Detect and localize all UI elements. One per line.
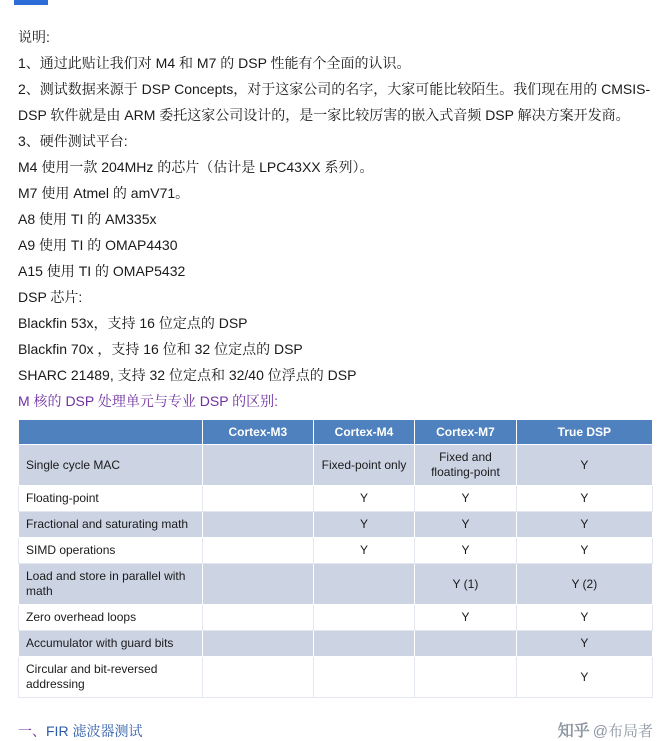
table-cell — [202, 564, 313, 605]
table-row — [19, 445, 653, 486]
table-cell — [313, 657, 414, 698]
table-cell — [202, 538, 313, 564]
feature-cell: Accumulator with guard bits — [19, 631, 203, 657]
column-header-cortex-m7: Cortex-M7 — [415, 420, 516, 445]
table-cell — [415, 657, 516, 698]
column-header-feature — [19, 420, 203, 445]
table-cell: Y — [516, 657, 652, 698]
table-row — [19, 657, 653, 698]
dsp-comparison-table — [18, 419, 653, 698]
table-cell — [313, 605, 414, 631]
feature-cell: Single cycle MAC — [19, 445, 203, 486]
feature-cell: SIMD operations — [19, 538, 203, 564]
table-row — [19, 564, 653, 605]
intro-line: SHARC 21489, 支持 32 位定点和 32/40 位浮点的 DSP — [18, 367, 357, 383]
table-cell: Fixed-point only — [313, 445, 414, 486]
table-cell — [415, 631, 516, 657]
table-cell — [202, 512, 313, 538]
table-cell: Y — [516, 486, 652, 512]
watermark-author: @布局者 — [592, 723, 653, 740]
table-cell: Y (2) — [516, 564, 652, 605]
table-cell: Y — [313, 538, 414, 564]
intro-title: 说明: — [18, 29, 50, 45]
table-cell: Y — [415, 512, 516, 538]
table-cell: Y — [516, 605, 652, 631]
table-row — [19, 486, 653, 512]
table-cell: Y — [516, 512, 652, 538]
table-cell: Y — [516, 538, 652, 564]
table-cell: Fixed and floating-point — [415, 445, 516, 486]
intro-line: 2、测试数据来源于 DSP Concepts，对于这家公司的名字，大家可能比较陌生。我们现在用的 CMSIS-DSP 软件就是由 ARM 委托这家公司设计的，是一家比较厉害的嵌入式音频 DSP 解决方案开发商。 — [18, 81, 651, 123]
table-cell: Y — [415, 538, 516, 564]
table-row — [19, 631, 653, 657]
table-cell — [202, 486, 313, 512]
table-cell — [202, 631, 313, 657]
feature-cell: Fractional and saturating math — [19, 512, 203, 538]
watermark — [558, 718, 653, 741]
table-cell: Y — [415, 486, 516, 512]
section-heading-fir — [18, 721, 142, 741]
intro-line: Blackfin 70x ，支持 16 位和 32 位定点的 DSP — [18, 341, 303, 357]
feature-cell: Floating-point — [19, 486, 203, 512]
table-row — [19, 538, 653, 564]
table-row — [19, 512, 653, 538]
table-cell: Y (1) — [415, 564, 516, 605]
table-cell — [202, 605, 313, 631]
intro-line: A15 使用 TI 的 OMAP5432 — [18, 263, 186, 279]
intro-line: M4 使用一款 204MHz 的芯片（估计是 LPC43XX 系列）。 — [18, 159, 374, 175]
table-heading: M 核的 DSP 处理单元与专业 DSP 的区别: — [18, 393, 279, 409]
table-cell: Y — [415, 605, 516, 631]
intro-line: A9 使用 TI 的 OMAP4430 — [18, 237, 178, 253]
table-header-row — [19, 420, 653, 445]
zhihu-logo: 知乎 — [557, 723, 590, 740]
section-prefix: 一、 — [18, 723, 46, 739]
table-cell: Y — [516, 445, 652, 486]
feature-cell: Load and store in parallel with math — [19, 564, 203, 605]
table-cell — [202, 445, 313, 486]
feature-cell: Zero overhead loops — [19, 605, 203, 631]
footer-row — [18, 718, 653, 741]
intro-line: M7 使用 Atmel 的 amV71。 — [18, 185, 190, 201]
table-cell: Y — [313, 486, 414, 512]
intro-line: 3、硬件测试平台: — [18, 133, 128, 149]
feature-cell: Circular and bit-reversed addressing — [19, 657, 203, 698]
intro-line: A8 使用 TI 的 AM335x — [18, 211, 157, 227]
top-edge-fragment — [14, 0, 48, 5]
column-header-cortex-m4: Cortex-M4 — [313, 420, 414, 445]
table-cell — [313, 564, 414, 605]
section-title: FIR 滤波器测试 — [46, 723, 143, 739]
table-cell — [202, 657, 313, 698]
intro-line: Blackfin 53x，支持 16 位定点的 DSP — [18, 315, 248, 331]
column-header-cortex-m3: Cortex-M3 — [202, 420, 313, 445]
intro-line: 1、通过此贴让我们对 M4 和 M7 的 DSP 性能有个全面的认识。 — [18, 55, 411, 71]
table-cell: Y — [516, 631, 652, 657]
intro-line: DSP 芯片: — [18, 289, 83, 305]
column-header-true-dsp: True DSP — [516, 420, 652, 445]
table-cell: Y — [313, 512, 414, 538]
table-row — [19, 605, 653, 631]
table-cell — [313, 631, 414, 657]
